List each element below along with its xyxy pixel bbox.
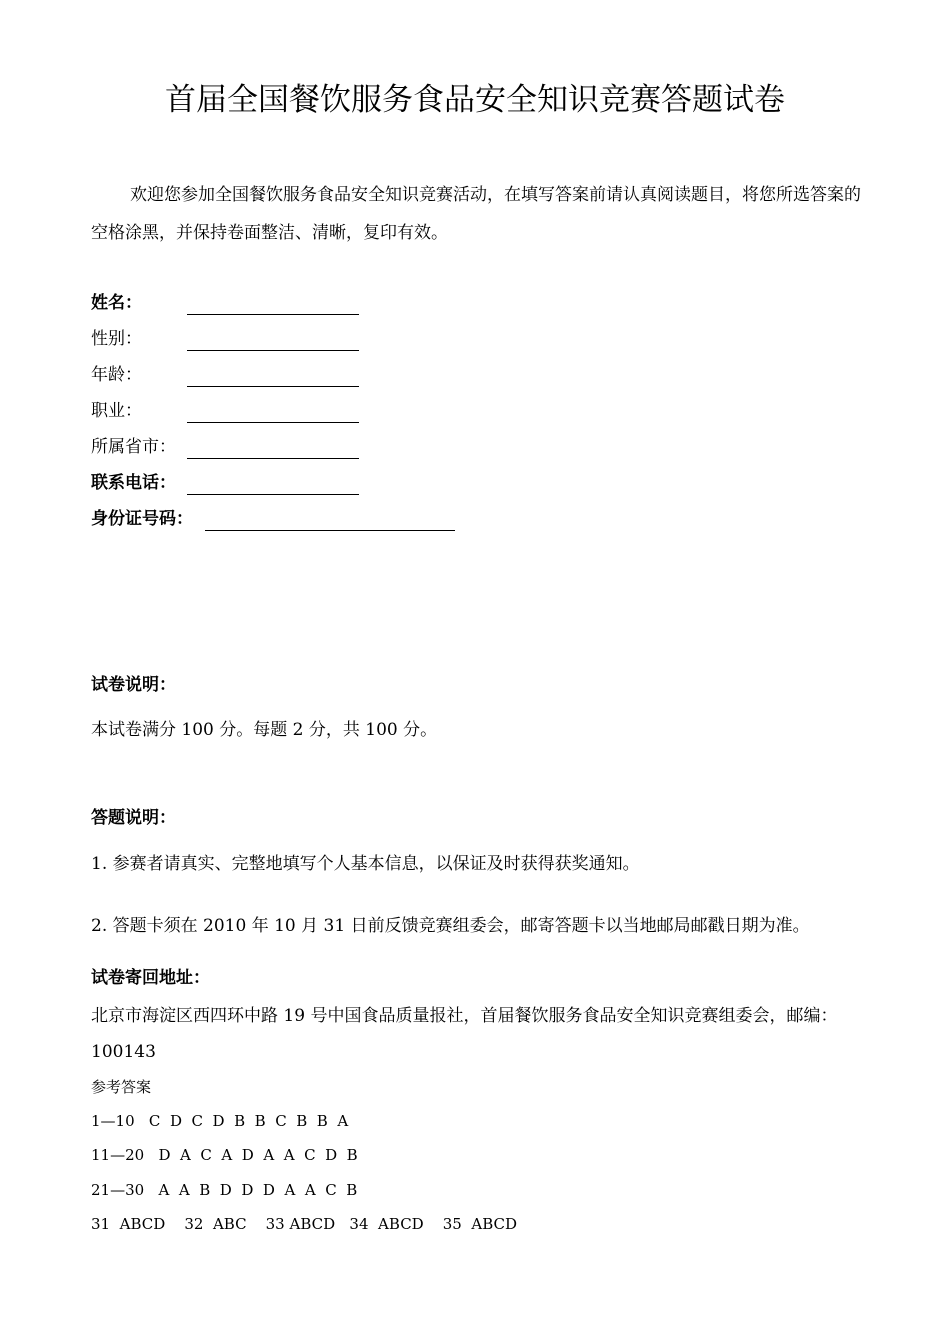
province-blank-line[interactable] (187, 458, 359, 459)
reference-answers-heading: 参考答案 (91, 1078, 152, 1096)
phone-blank-line[interactable] (187, 494, 359, 495)
answer-row-1-10: 1—10 C D C D B B C B B A (91, 1112, 349, 1130)
answer-row-11-20: 11—20 D A C A D A A C D B (91, 1146, 358, 1164)
occupation-field (91, 399, 142, 423)
phone-field (91, 471, 176, 495)
phone-label: 联系电话： (91, 473, 176, 493)
occupation-blank-line[interactable] (187, 422, 359, 423)
province-label: 所属省市： (91, 437, 176, 457)
age-blank-line[interactable] (187, 386, 359, 387)
gender-blank-line[interactable] (187, 350, 359, 351)
id-number-field (91, 507, 193, 531)
id-number-label: 身份证号码： (91, 509, 193, 529)
gender-field (91, 327, 142, 351)
exam-notes-heading: 试卷说明： (91, 675, 176, 695)
answer-notes-item-1: 1. 参赛者请真实、完整地填写个人基本信息，以保证及时获得获奖通知。 (91, 854, 640, 874)
id-number-blank-line[interactable] (205, 530, 455, 531)
province-field (91, 435, 176, 459)
answer-notes-heading: 答题说明： (91, 808, 176, 828)
intro-paragraph: 欢迎您参加全国餐饮服务食品安全知识竞赛活动，在填写答案前请认真阅读题目，将您所选答案的空格涂黑，并保持卷面整洁、清晰，复印有效。 (91, 185, 861, 243)
name-blank-line[interactable] (187, 314, 359, 315)
page-title: 首届全国餐饮服务食品安全知识竞赛答题试卷 (165, 82, 785, 118)
gender-label: 性别： (91, 329, 142, 349)
occupation-label: 职业： (91, 401, 142, 421)
return-address-heading: 试卷寄回地址： (91, 968, 210, 988)
name-label: 姓名： (91, 293, 142, 313)
age-label: 年龄： (91, 365, 142, 385)
exam-notes-text: 本试卷满分 100 分。每题 2 分，共 100 分。 (91, 720, 438, 740)
age-field (91, 363, 142, 387)
name-field (91, 291, 142, 315)
return-address-text: 北京市海淀区西四环中路 19 号中国食品质量报社，首届餐饮服务食品安全知识竞赛组委会，邮编：100143 (91, 1006, 838, 1062)
answer-notes-item-2: 2. 答题卡须在 2010 年 10 月 31 日前反馈竞赛组委会，邮寄答题卡以当地邮局邮戳日期为准。 (91, 916, 810, 936)
answer-row-21-30: 21—30 A A B D D D A A C B (91, 1181, 358, 1199)
answer-row-31-35: 31 ABCD 32 ABC 33 ABCD 34 ABCD 35 ABCD (91, 1215, 518, 1233)
